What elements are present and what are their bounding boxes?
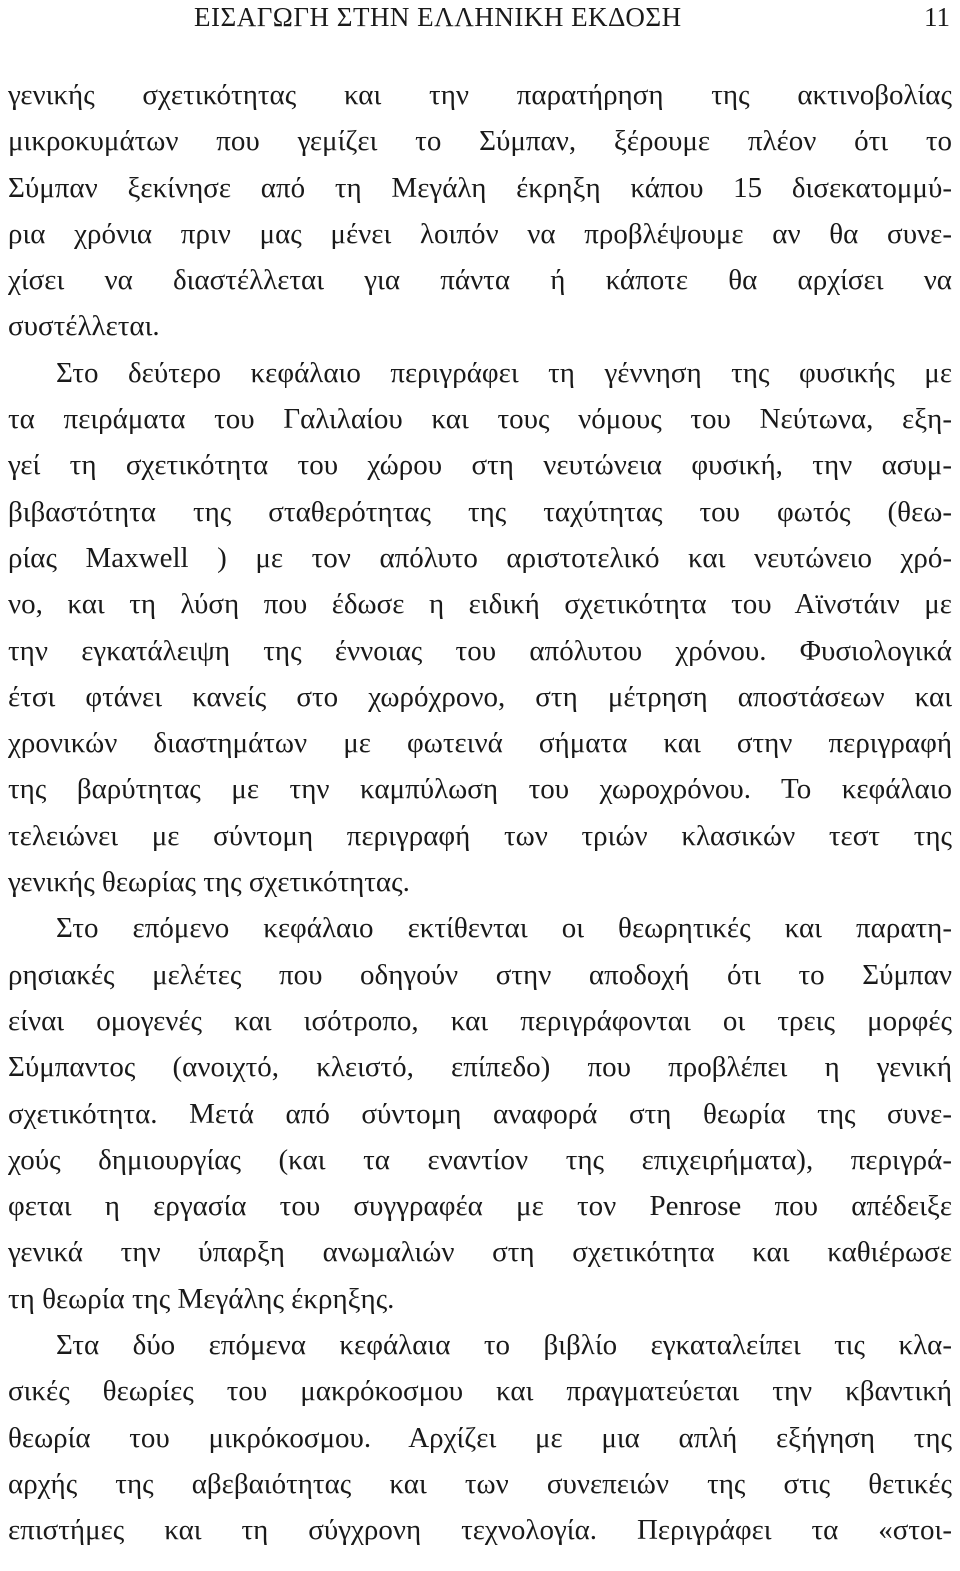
text-line: Σύμπαν ξεκίνησε από τη Μεγάλη έκρηξη κάπου 15 δισεκατομμύ-	[8, 171, 952, 204]
text-line: βιβαστότητα της σταθερότητας της ταχύτητας του φωτός (θεω-	[8, 495, 952, 528]
running-head: ΕΙΣΑΓΩΓΗ ΣΤΗΝ ΕΛΛΗΝΙΚΗ ΕΚΔΟΣΗ	[194, 2, 682, 32]
text-line: την εγκατάλειψη της έννοιας του απόλυτου χρόνου. Φυσιολογικά	[8, 634, 952, 667]
text-line: αρχής της αβεβαιότητας και των συνεπειών της στις θετικές	[8, 1467, 952, 1500]
text-line: γενικής σχετικότητας και την παρατήρηση της ακτινοβολίας	[8, 79, 952, 111]
text-line: μικροκυμάτων που γεμίζει το Σύμπαν, ξέρουμε πλέον ότι το	[8, 125, 952, 158]
text-line: επιστήμες και τη σύγχρονη τεχνολογία. Περιγράφει τα «στοι-	[8, 1514, 952, 1547]
text-line: χίσει να διαστέλλεται για πάντα ή κάποτε θα αρχίσει να	[8, 264, 952, 297]
text-line: θεωρία του μικρόκοσμου. Αρχίζει με μια απλή εξήγηση της	[8, 1421, 952, 1454]
text-line: συστέλλεται.	[8, 310, 160, 343]
text-line: ρησιακές μελέτες που οδηγούν στην αποδοχή ότι το Σύμπαν	[8, 958, 952, 991]
text-line: τα πειράματα του Γαλιλαίου και τους νόμους του Νεύτωνα, εξη-	[8, 403, 952, 436]
text-line: νο, και τη λύση που έδωσε η ειδική σχετικότητα του Αϊνστάιν με	[8, 588, 952, 621]
page-header	[8, 0, 952, 34]
text-line: είναι ομογενές και ισότροπο, και περιγράφονται οι τρεις μορφές	[8, 1004, 952, 1037]
book-page	[8, 0, 952, 1554]
text-line: γενικής θεωρίας της σχετικότητας.	[8, 866, 410, 899]
text-line: τη θεωρία της Μεγάλης έκρηξης.	[8, 1282, 395, 1315]
text-line: χρονικών διαστημάτων με φωτεινά σήματα και στην περιγραφή	[8, 727, 952, 760]
text-line: γεί τη σχετικότητα του χώρου στη νευτώνεια φυσική, την ασυμ-	[8, 449, 952, 482]
body-text	[8, 72, 952, 1554]
text-line: έτσι φτάνει κανείς στο χωρόχρονο, στη μέτρηση αποστάσεων και	[8, 680, 952, 713]
paragraph-first-line: Στο δεύτερο κεφάλαιο περιγράφει τη γέννηση της φυσικής με	[56, 356, 952, 389]
text-line: ρια χρόνια πριν μας μένει λοιπόν να προβλέψουμε αν θα συνε-	[8, 217, 952, 250]
text-line: σχετικότητα. Μετά από σύντομη αναφορά στη θεωρία της συνε-	[8, 1097, 952, 1130]
text-line: χούς δημιουργίας (και τα εναντίον της επιχειρήματα), περιγρά-	[8, 1143, 952, 1176]
paragraph-first-line: Στο επόμενο κεφάλαιο εκτίθενται οι θεωρητικές και παρατη-	[56, 912, 952, 945]
text-line: ρίας Maxwell ) με τον απόλυτο αριστοτελικό και νευτώνειο χρό-	[8, 541, 952, 574]
text-line: Σύμπαντος (ανοιχτό, κλειστό, επίπεδο) που προβλέπει η γενική	[8, 1051, 952, 1084]
text-line: της βαρύτητας με την καμπύλωση του χωροχρόνου. Το κεφάλαιο	[8, 773, 952, 806]
text-line: σικές θεωρίες του μακρόκοσμου και πραγματεύεται την κβαντική	[8, 1375, 952, 1408]
text-line: φεται η εργασία του συγγραφέα με τον Penrose που απέδειξε	[8, 1190, 952, 1223]
text-line: τελειώνει με σύντομη περιγραφή των τριών κλασικών τεστ της	[8, 819, 952, 852]
page-number: 11	[924, 2, 950, 32]
text-line: γενικά την ύπαρξη ανωμαλιών στη σχετικότητα και καθιέρωσε	[8, 1236, 952, 1269]
paragraph-first-line: Στα δύο επόμενα κεφάλαια το βιβλίο εγκαταλείπει τις κλα-	[56, 1329, 952, 1362]
